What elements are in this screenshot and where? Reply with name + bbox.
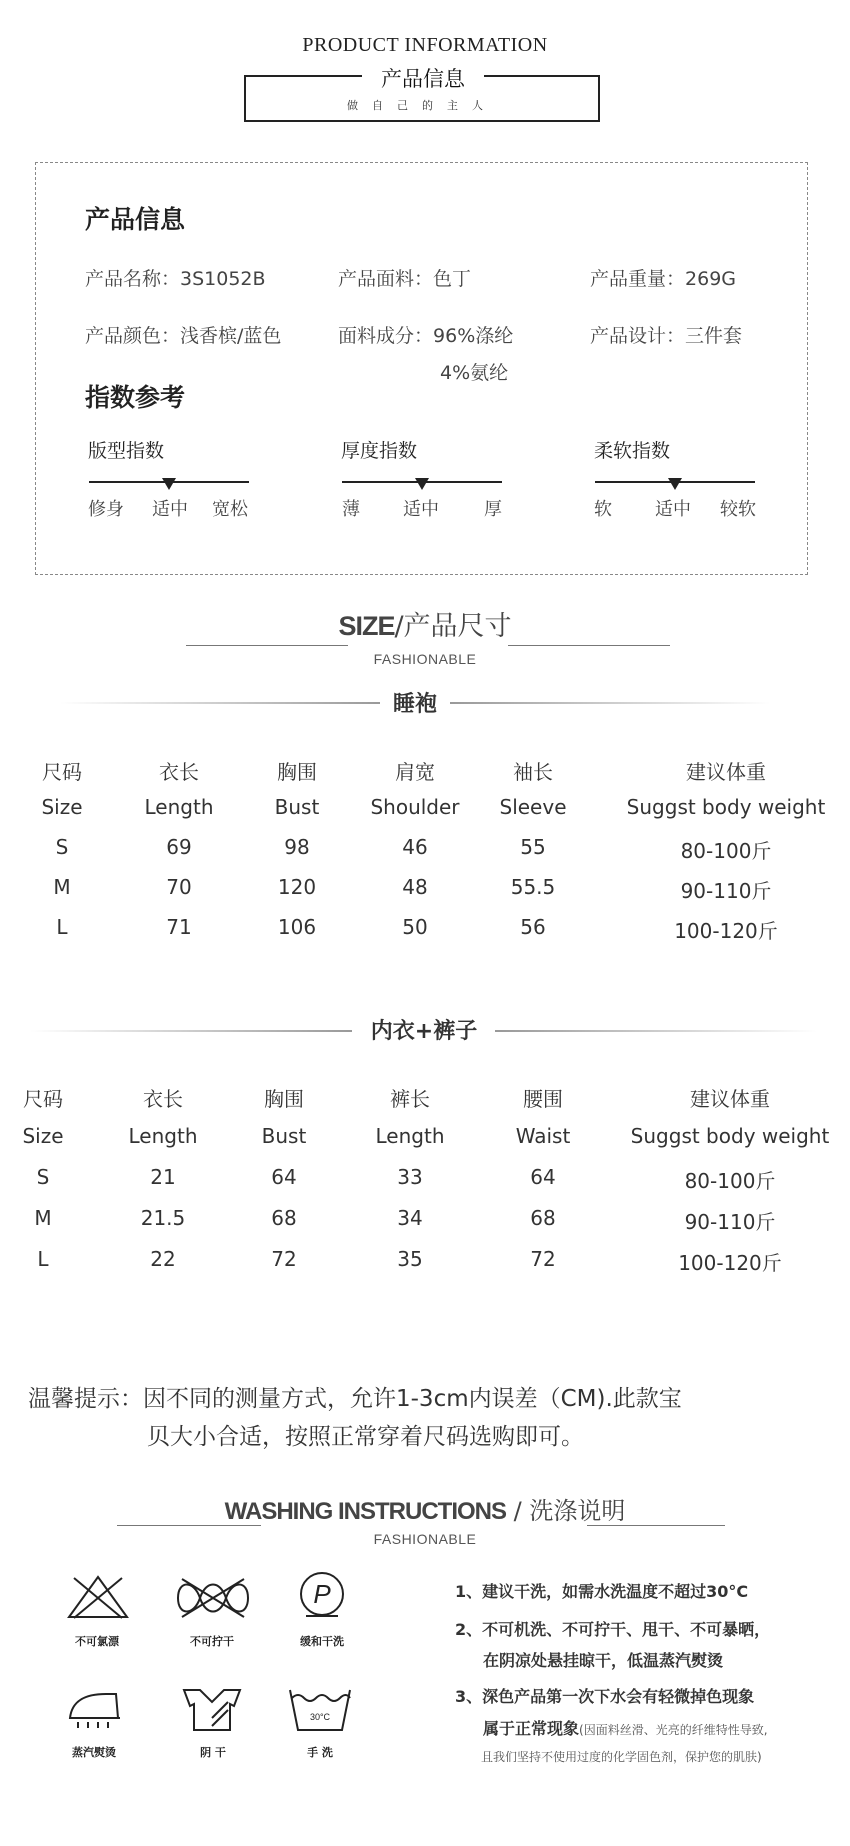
underwear-header-cn: 裤长 (390, 1087, 430, 1111)
shade-dry-label: 阴 干 (200, 1746, 226, 1759)
table1-name: 睡袍 (392, 692, 437, 717)
wash-instruction-1: 1、建议干洗，如需水洗温度不超过30°C (455, 1582, 749, 1601)
robe-cell: 56 (520, 915, 546, 939)
underwear-cell: 68 (530, 1206, 556, 1230)
shade-dry-icon (182, 1686, 242, 1732)
robe-header-cn: 肩宽 (395, 760, 435, 784)
underwear-cell: L (37, 1247, 49, 1271)
index-fit-label-mid: 适中 (152, 499, 188, 520)
robe-cell: 70 (166, 875, 192, 899)
index-fit-label-min: 修身 (88, 499, 124, 520)
underwear-cell: 72 (530, 1247, 556, 1271)
index-fit-label-max: 宽松 (212, 499, 248, 520)
hand-wash-icon (288, 1688, 352, 1732)
index-thickness-label-mid: 适中 (403, 499, 439, 520)
index-thickness-label-max: 厚 (484, 499, 502, 520)
robe-cell: 71 (166, 915, 192, 939)
dry-clean-label: 缓和干洗 (300, 1635, 344, 1648)
index-softness-label-min: 软 (594, 499, 612, 520)
underwear-header-en: Length (128, 1124, 198, 1148)
no-wring-label: 不可拧干 (190, 1635, 234, 1648)
info-design: 产品设计：三件套 (590, 325, 743, 347)
size-section-title: SIZE/产品尺寸 (338, 611, 512, 642)
wash-instruction-3c: 且我们坚持不使用过度的化学固色剂，保护您的肌肤) (481, 1750, 762, 1764)
underwear-cell: 90-110斤 (684, 1210, 776, 1234)
robe-cell: M (53, 875, 71, 899)
robe-header-en: Shoulder (370, 795, 460, 819)
no-bleach-label: 不可氯漂 (75, 1635, 119, 1648)
underwear-cell: 33 (397, 1165, 423, 1189)
wash-instruction-2a: 2、不可机洗、不可拧干、甩干、不可暴晒， (455, 1620, 771, 1639)
robe-cell: 80-100斤 (680, 839, 772, 863)
no-bleach-icon (66, 1574, 130, 1620)
underwear-header-cn: 尺码 (23, 1087, 63, 1111)
robe-header-en: Sleeve (499, 795, 567, 819)
tip-line-1: 温馨提示：因不同的测量方式，允许1-3cm内误差（CM).此款宝 (28, 1386, 682, 1412)
index-softness-title: 柔软指数 (594, 440, 671, 462)
underwear-header-en: Bust (261, 1124, 307, 1148)
size-fashionable: FASHIONABLE (373, 651, 477, 667)
robe-cell: 90-110斤 (680, 879, 772, 903)
robe-cell: 100-120斤 (674, 919, 778, 943)
robe-cell: 48 (402, 875, 428, 899)
info-color: 产品颜色：浅香槟/蓝色 (85, 325, 282, 347)
info-title: 产品信息 (85, 205, 186, 234)
underwear-cell: 64 (530, 1165, 556, 1189)
underwear-header-cn: 衣长 (143, 1087, 183, 1111)
underwear-header-en: Waist (515, 1124, 571, 1148)
header-subtitle: 做自己的主人 (347, 99, 497, 112)
svg-text:P: P (313, 1579, 331, 1609)
robe-cell: 120 (277, 875, 317, 899)
washing-line-right (587, 1525, 725, 1526)
underwear-cell: 21 (150, 1165, 176, 1189)
table2-name: 内衣+裤子 (370, 1019, 478, 1044)
index-softness-marker (668, 478, 682, 490)
underwear-cell: 35 (397, 1247, 423, 1271)
header-cn-title: 产品信息 (381, 67, 465, 91)
underwear-cell: 80-100斤 (684, 1169, 776, 1193)
robe-cell: 55 (520, 835, 546, 859)
table1-rule-right (450, 702, 770, 704)
underwear-cell: 64 (271, 1165, 297, 1189)
size-title-line-left (186, 645, 348, 646)
table1-rule-left (60, 702, 380, 704)
underwear-cell: M (34, 1206, 52, 1230)
header-line-right (484, 75, 600, 77)
size-title-line-right (508, 645, 670, 646)
underwear-cell: 72 (271, 1247, 297, 1271)
robe-cell: 106 (277, 915, 317, 939)
robe-header-en: Size (41, 795, 83, 819)
index-thickness-title: 厚度指数 (341, 440, 418, 462)
robe-cell: 46 (402, 835, 428, 859)
robe-cell: 50 (402, 915, 428, 939)
table2-rule-left (30, 1030, 352, 1032)
index-softness-label-mid: 适中 (655, 499, 691, 520)
robe-cell: 55.5 (510, 875, 556, 899)
robe-header-cn: 建议体重 (686, 760, 766, 784)
underwear-header-cn: 建议体重 (690, 1087, 770, 1111)
robe-header-cn: 尺码 (42, 760, 82, 784)
robe-cell: L (56, 915, 68, 939)
underwear-cell: 68 (271, 1206, 297, 1230)
steam-iron-icon (66, 1688, 124, 1730)
tip-line-2: 贝大小合适，按照正常穿着尺码选购即可。 (147, 1424, 584, 1450)
info-weight: 产品重量：269G (590, 268, 737, 290)
underwear-cell: S (36, 1165, 50, 1189)
index-softness-label-max: 较软 (720, 499, 756, 520)
wash-instruction-3b: 属于正常现象(因面料丝滑、光亮的纤维特性导致, (483, 1719, 768, 1738)
index-fit-marker (162, 478, 176, 490)
underwear-header-en: Suggst body weight (630, 1124, 830, 1148)
info-composition-2: 4%氨纶 (440, 362, 509, 384)
robe-header-en: Length (144, 795, 214, 819)
hand-wash-temp: 30°C (309, 1712, 331, 1722)
index-thickness-marker (415, 478, 429, 490)
robe-header-cn: 胸围 (277, 760, 317, 784)
info-composition: 面料成分：96%涤纶 (338, 325, 514, 347)
header-line-left (244, 75, 362, 77)
underwear-header-cn: 胸围 (264, 1087, 304, 1111)
robe-header-cn: 衣长 (159, 760, 199, 784)
hand-wash-label: 手 洗 (307, 1746, 333, 1759)
info-fabric: 产品面料：色丁 (338, 268, 472, 290)
robe-header-en: Bust (274, 795, 320, 819)
no-wring-icon (174, 1576, 252, 1620)
table2-rule-right (495, 1030, 817, 1032)
robe-cell: S (55, 835, 69, 859)
robe-cell: 69 (166, 835, 192, 859)
info-name: 产品名称：3S1052B (85, 268, 266, 290)
index-thickness-label-min: 薄 (342, 499, 360, 520)
underwear-header-en: Size (22, 1124, 64, 1148)
washing-line-left (117, 1525, 261, 1526)
washing-fashionable: FASHIONABLE (373, 1531, 477, 1547)
steam-iron-label: 蒸汽熨烫 (72, 1746, 116, 1759)
header-en-title: PRODUCT INFORMATION (302, 34, 548, 56)
underwear-cell: 21.5 (140, 1206, 186, 1230)
wash-instruction-2b: 在阴凉处悬挂晾干，低温蒸汽熨烫 (483, 1651, 724, 1670)
wash-instruction-3a: 3、深色产品第一次下水会有轻微掉色现象 (455, 1687, 755, 1706)
underwear-cell: 22 (150, 1247, 176, 1271)
dry-clean-p-icon (298, 1570, 346, 1618)
underwear-cell: 100-120斤 (678, 1251, 782, 1275)
robe-header-en: Suggst body weight (626, 795, 826, 819)
underwear-cell: 34 (397, 1206, 423, 1230)
index-fit-title: 版型指数 (88, 440, 165, 462)
robe-cell: 98 (284, 835, 310, 859)
underwear-header-cn: 腰围 (523, 1087, 563, 1111)
washing-title: WASHING INSTRUCTIONS / 洗涤说明 (224, 1497, 626, 1525)
index-title: 指数参考 (85, 383, 186, 412)
underwear-header-en: Length (375, 1124, 445, 1148)
robe-header-cn: 袖长 (513, 760, 553, 784)
